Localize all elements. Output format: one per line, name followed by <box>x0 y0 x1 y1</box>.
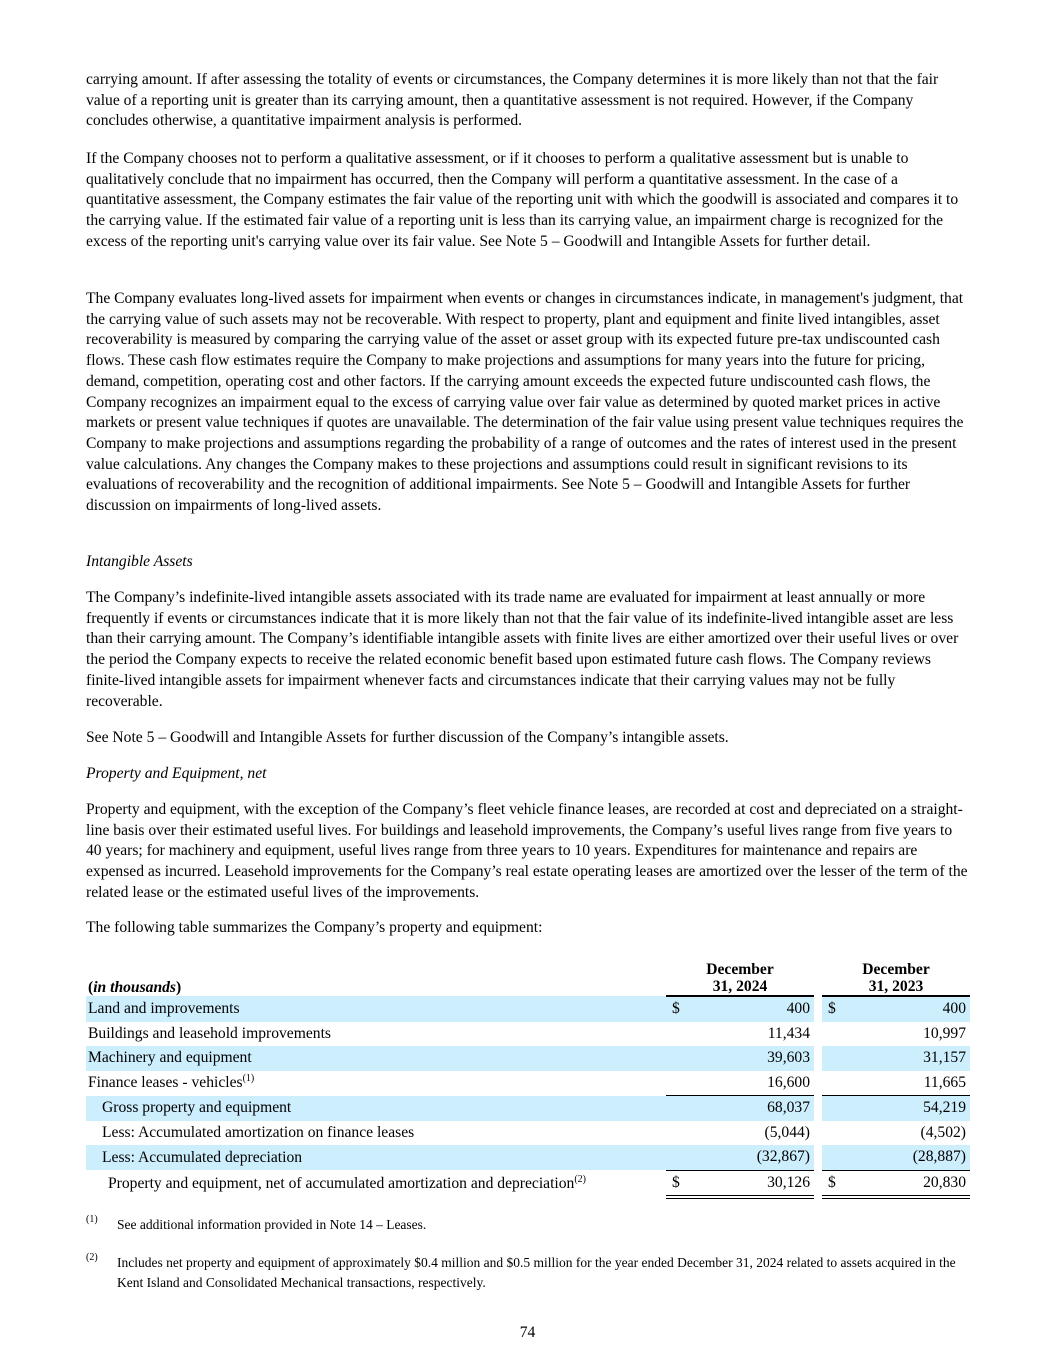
value-2023: 20,830 <box>844 1170 970 1197</box>
value-2024: 11,434 <box>767 1024 810 1042</box>
currency-2024 <box>666 1121 688 1146</box>
paragraph: The Company evaluates long-lived assets for impairment when events or changes in circumstances indicate, in management's judgment, that the carrying value of such assets may not be recoverable. With respect to property, plant and equipment and finite lived intangibles, asset recoverability is measured by comparing the carrying value of the asset or asset group with its expected future pre-tax undiscounted cash flows. These cash flow estimates require the Company to make projections and assumptions for many years into the future for pricing, demand, competition, operating cost and other factors. If the carrying amount exceeds the expected future undiscounted cash flows, the Company recognizes an impairment equal to the excess of carrying value over fair value as determined by quoted market prices in active markets or present value techniques if quotes are unavailable. The determination of the fair value using present value techniques requires the Company to make projections and assumptions regarding the probability of a range of outcomes and the rates of interest used in the present value calculations. Any changes the Company makes to these projections and assumptions could result in significant revisions to its evaluations of recoverability and the recognition of additional impairments. See Note 5 – Goodwill and Intangible Assets for further discussion on impairments of long-lived assets. <box>86 290 964 515</box>
property-equipment-table: (in thousands) December 31, 2024 December 31, 2023 Land and improvements $ 400 $ 400 Buildings and leasehold improvements 11,434 10,997 Machinery and equipment 39,603 31,157 Finance leases - vehicles$^{(1)}$ 16,600 11,665 Gross property and equipment 68,037 54,219 Less: Accumulated amortization on finance leases (5,044) (4,502) Less: Accumulated depreciation (32,867) (28,887) Property and equipment, net of accumulated amortization and depreciation$^{(2)}$ $ 30,126 $ 20,830 <box>86 958 970 1199</box>
value-2024: 68,037 <box>688 1096 814 1121</box>
paragraph: Property and equipment, with the exception of the Company’s fleet vehicle finance leases, are recorded at cost and depreciated on a straight-line basis over their estimated useful lives. For buildings and leasehold improvements, the Company’s useful lives range from five years to 40 years; for machinery and equipment, useful lives range from three years to 10 years. Expenditures for maintenance and repairs are expensed as incurred. Leasehold improvements for the Company’s real estate operating leases are amortized over the lesser of the term of the related lease or the estimated useful lives of the improvements. <box>86 801 968 901</box>
currency-2023 <box>822 1071 844 1096</box>
value-2023: 54,219 <box>844 1096 970 1121</box>
value-2023: 31,157 <box>844 1046 970 1071</box>
row-label: Land and improvements <box>86 996 666 1022</box>
col-header-2023: December 31, 2023 <box>822 958 970 996</box>
currency-2024 <box>666 1145 688 1170</box>
page-number: 74 <box>519 1324 536 1341</box>
table-row <box>86 1071 970 1096</box>
currency-2023 <box>822 1046 844 1071</box>
currency-2023 <box>822 1096 844 1121</box>
row-label: Gross property and equipment <box>86 1096 666 1121</box>
table-row <box>86 996 970 1022</box>
currency-2024 <box>666 1071 688 1096</box>
value-2023: (4,502) <box>920 1123 966 1141</box>
value-2023: 11,665 <box>923 1073 966 1091</box>
paragraph: The following table summarizes the Company’s property and equipment: <box>86 919 543 936</box>
row-label: Machinery and equipment <box>86 1046 666 1071</box>
value-2024: (5,044) <box>764 1123 810 1141</box>
paragraph: The Company’s indefinite-lived intangible assets associated with its trade name are evaluated for impairment at least annually or more frequently if events or circumstances indicate that it is more likely than not that the fair value of its indefinite-lived intangible asset are less than their carrying amount. The Company’s identifiable intangible assets with finite lives are either amortized over their useful lives or over the period the Company expects to receive the related economic benefit based upon estimated future cash flows. The Company reviews finite-lived intangible assets for impairment whenever facts and circumstances indicate that their carrying values may not be fully recoverable. <box>86 589 959 710</box>
unit-label: in thousands <box>93 979 176 996</box>
col-header-2024: December 31, 2024 <box>666 958 814 996</box>
currency-2023: $ <box>822 1170 844 1197</box>
value-2023: (28,887) <box>844 1145 970 1170</box>
value-2023: 10,997 <box>923 1024 966 1042</box>
row-label: Less: Accumulated amortization on finance leases <box>102 1123 415 1141</box>
row-label: Less: Accumulated depreciation <box>86 1145 666 1170</box>
row-label: Finance leases - vehicles$^{(1)}$ <box>88 1072 255 1091</box>
paragraph: If the Company chooses not to perform a qualitative assessment, or if it chooses to perform a qualitative assessment but is unable to qualitatively conclude that no impairment has occurred, then the Company will perform a quantitative assessment. In the case of a quantitative assessment, the Company estimates the fair value of the reporting unit with which the goodwill is associated and compares it to the carrying value. If the estimated fair value of a reporting unit is less than its carrying value, an impairment charge is recognized for the excess of the reporting unit's carrying value over its fair value. See Note 5 – Goodwill and Intangible Assets for further detail. <box>86 150 959 250</box>
row-label: Property and equipment, net of accumulated amortization and depreciation$^{(2)}$ <box>108 1173 587 1192</box>
currency-2023 <box>822 1145 844 1170</box>
table-row <box>86 1022 970 1047</box>
currency-2024 <box>666 1096 688 1121</box>
footnote-2: (2) Includes net property and equipment of approximately $0.4 million and $0.5 million for the year ended December 31, 2024 related to assets acquired in the Kent Island and Consolidated Mechanical transactions, respectively. <box>86 1252 956 1290</box>
table-row <box>86 1046 970 1071</box>
value-2023: 400 <box>844 996 970 1022</box>
value-2024: (32,867) <box>688 1145 814 1170</box>
section-heading: Intangible Assets <box>86 553 193 570</box>
currency-2023: $ <box>822 996 844 1022</box>
currency-2023 <box>822 1121 844 1146</box>
value-2024: 39,603 <box>688 1046 814 1071</box>
table-row <box>86 1145 970 1170</box>
value-2024: 400 <box>688 996 814 1022</box>
currency-2024 <box>666 1022 688 1047</box>
footnote-1: (1) See additional information provided in Note 14 – Leases. <box>86 1214 427 1232</box>
table-row <box>86 1121 970 1146</box>
value-2024: 16,600 <box>767 1073 810 1091</box>
value-2024: 30,126 <box>688 1170 814 1197</box>
currency-2024: $ <box>666 996 688 1022</box>
currency-2024: $ <box>666 1170 688 1197</box>
row-label: Buildings and leasehold improvements <box>88 1024 331 1042</box>
section-heading: Property and Equipment, net <box>86 765 267 782</box>
table-row <box>86 1170 970 1197</box>
currency-2023 <box>822 1022 844 1047</box>
table-row <box>86 1096 970 1121</box>
paragraph: See Note 5 – Goodwill and Intangible Assets for further discussion of the Company’s intangible assets. <box>86 729 729 746</box>
currency-2024 <box>666 1046 688 1071</box>
paragraph: carrying amount. If after assessing the totality of events or circumstances, the Company determines it is more likely than not that the fair value of a reporting unit is greater than its carrying amount, then a quantitative assessment is not required. However, if the Company concludes otherwise, a quantitative impairment analysis is performed. <box>86 71 939 130</box>
